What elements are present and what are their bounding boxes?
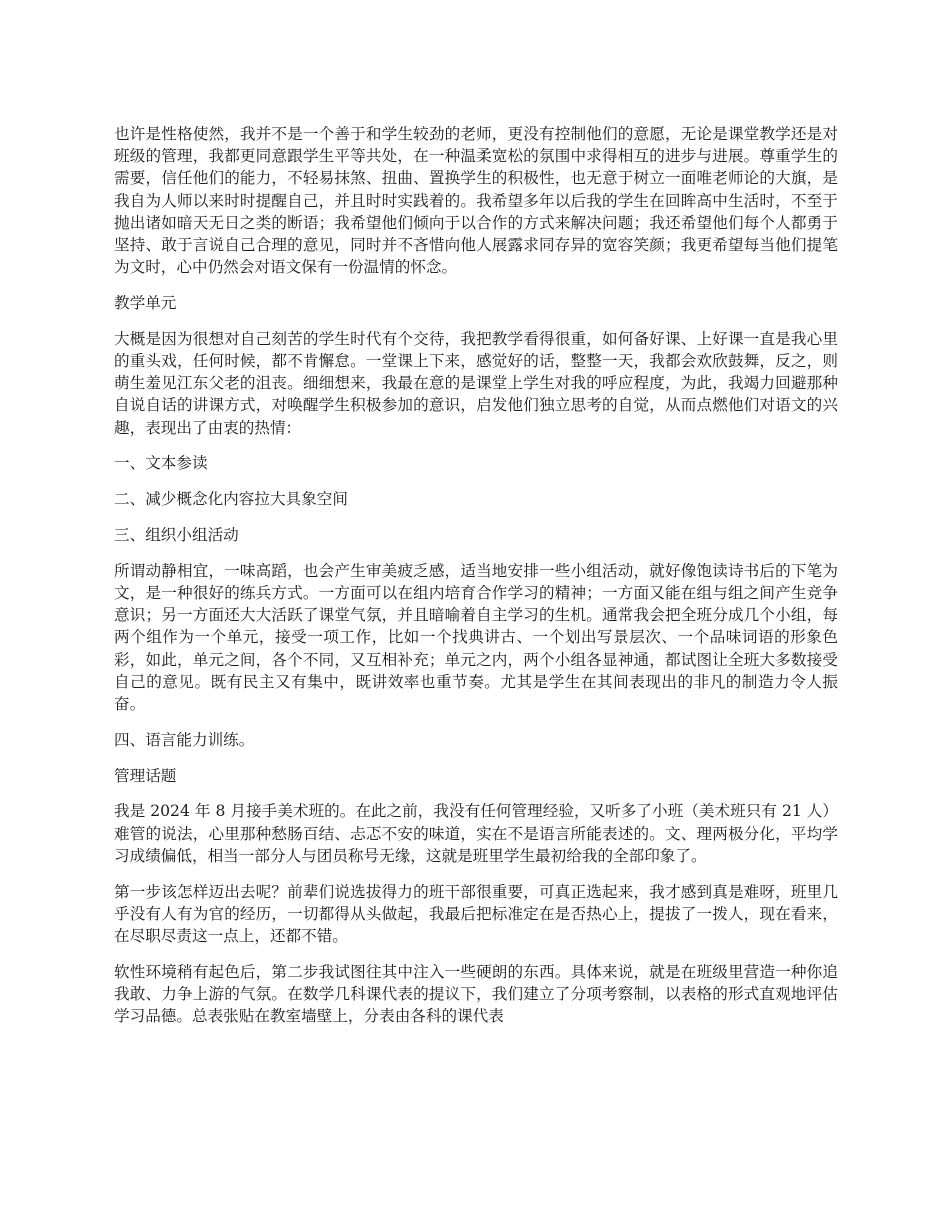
list-item-group-activity: 三、组织小组活动: [114, 526, 239, 545]
paragraph-group-activity: 所谓动静相宜，一味高蹈，也会产生审美疲乏感，适当地安排一些小组活动，就好像饱读诗书后的下笔为文，是一种很好的练兵方式。一方面可以在组内培育合作学习的精神；一方面又能在组与组之间产生竞争意识；另一方面还大大活跃了课堂气氛，并且暗喻着自主学习的生机。通常我会把全班分成几个小组，每两个组作为一个单元，接受一项工作，比如一个找典讲古、一个划出写景层次、一个品味词语的形象色彩，如此，单元之间，各个不同，又互相补充；单元之内，两个小组各显神通，都试图让全班大多数接受自己的意见。既有民主又有集中，既讲效率也重节奏。尤其是学生在其间表现出的非凡的制造力令人振奋。: [114, 561, 838, 714]
paragraph-second-step: 软性环境稍有起色后，第二步我试图往其中注入一些硬朗的东西。具体来说，就是在班级里营造一种你追我敢、力争上游的气氛。在数学几科课代表的提议下，我们建立了分项考察制，以表格的形式直观地评估学习品德。总表张贴在教室墙壁上，分表由各科的课代表: [114, 962, 838, 1026]
paragraph-management-start: 我是 2024 年 8 月接手美术班的。在此之前，我没有任何管理经验，又听多了小班（美术班只有 21 人）难管的说法，心里那种愁肠百结、忐忑不安的味道，实在不是语言所能表述的。文、理两极分化，平均学习成绩偏低，相当一部分人与团员称号无缘，这就是班里学生最初给我的全部印象了。: [114, 802, 838, 865]
paragraph-teaching: 大概是因为很想对自己刻苦的学生时代有个交待，我把教学看得很重，如何备好课、上好课一直是我心里的重头戏，任何时候，都不肯懈怠。一堂课上下来，感觉好的话，整整一天，我都会欢欣鼓舞，反之，则萌生羞见江东父老的沮丧。细细想来，我最在意的是课堂上学生对我的呼应程度，为此，我竭力回避那种自说自话的讲课方式，对唤醒学生积极参加的意识，启发他们独立思考的自觉，从而点燃他们对语文的兴趣，表现出了由衷的热情：: [114, 329, 838, 437]
list-item-language-training: 四、语言能力训练。: [114, 730, 255, 749]
document-body: [114, 123, 838, 1041]
section-heading-teaching-unit: 教学单元: [114, 294, 177, 313]
section-heading-management: 管理话题: [114, 766, 177, 785]
paragraph-intro: 也许是性格使然，我并不是一个善于和学生较劲的老师，更没有控制他们的意愿，无论是课堂教学还是对班级的管理，我都更同意跟学生平等共处，在一种温柔宽松的氛围中求得相互的进步与进展。尊重学生的需要，信任他们的能力，不轻易抹煞、扭曲、置换学生的积极性，也无意于树立一面唯老师论的大旗，是我自为人师以来时时提醒自己，并且时时实践着的。我希望多年以后我的学生在回眸高中生活时，不至于抛出诸如暗天无日之类的断语；我希望他们倾向于以合作的方式来解决问题；我还希望他们每个人都勇于坚持、敢于言说自己合理的意见，同时并不吝惜向他人展露求同存异的宽容笑颜；我更希望每当他们提笔为文时，心中仍然会对语文保有一份温情的怀念。: [114, 125, 838, 277]
list-item-concrete-space: 二、减少概念化内容拉大具象空间: [114, 490, 348, 509]
paragraph-first-step: 第一步该怎样迈出去呢？前辈们说选拔得力的班干部很重要，可真正选起来，我才感到真是难呀，班里几乎没有人有为官的经历，一切都得从头做起，我最后把标准定在是否热心上，提拔了一拨人，现在看来，在尽职尽责这一点上，还都不错。: [114, 882, 838, 946]
list-item-text-reading: 一、文本参读: [114, 454, 208, 473]
